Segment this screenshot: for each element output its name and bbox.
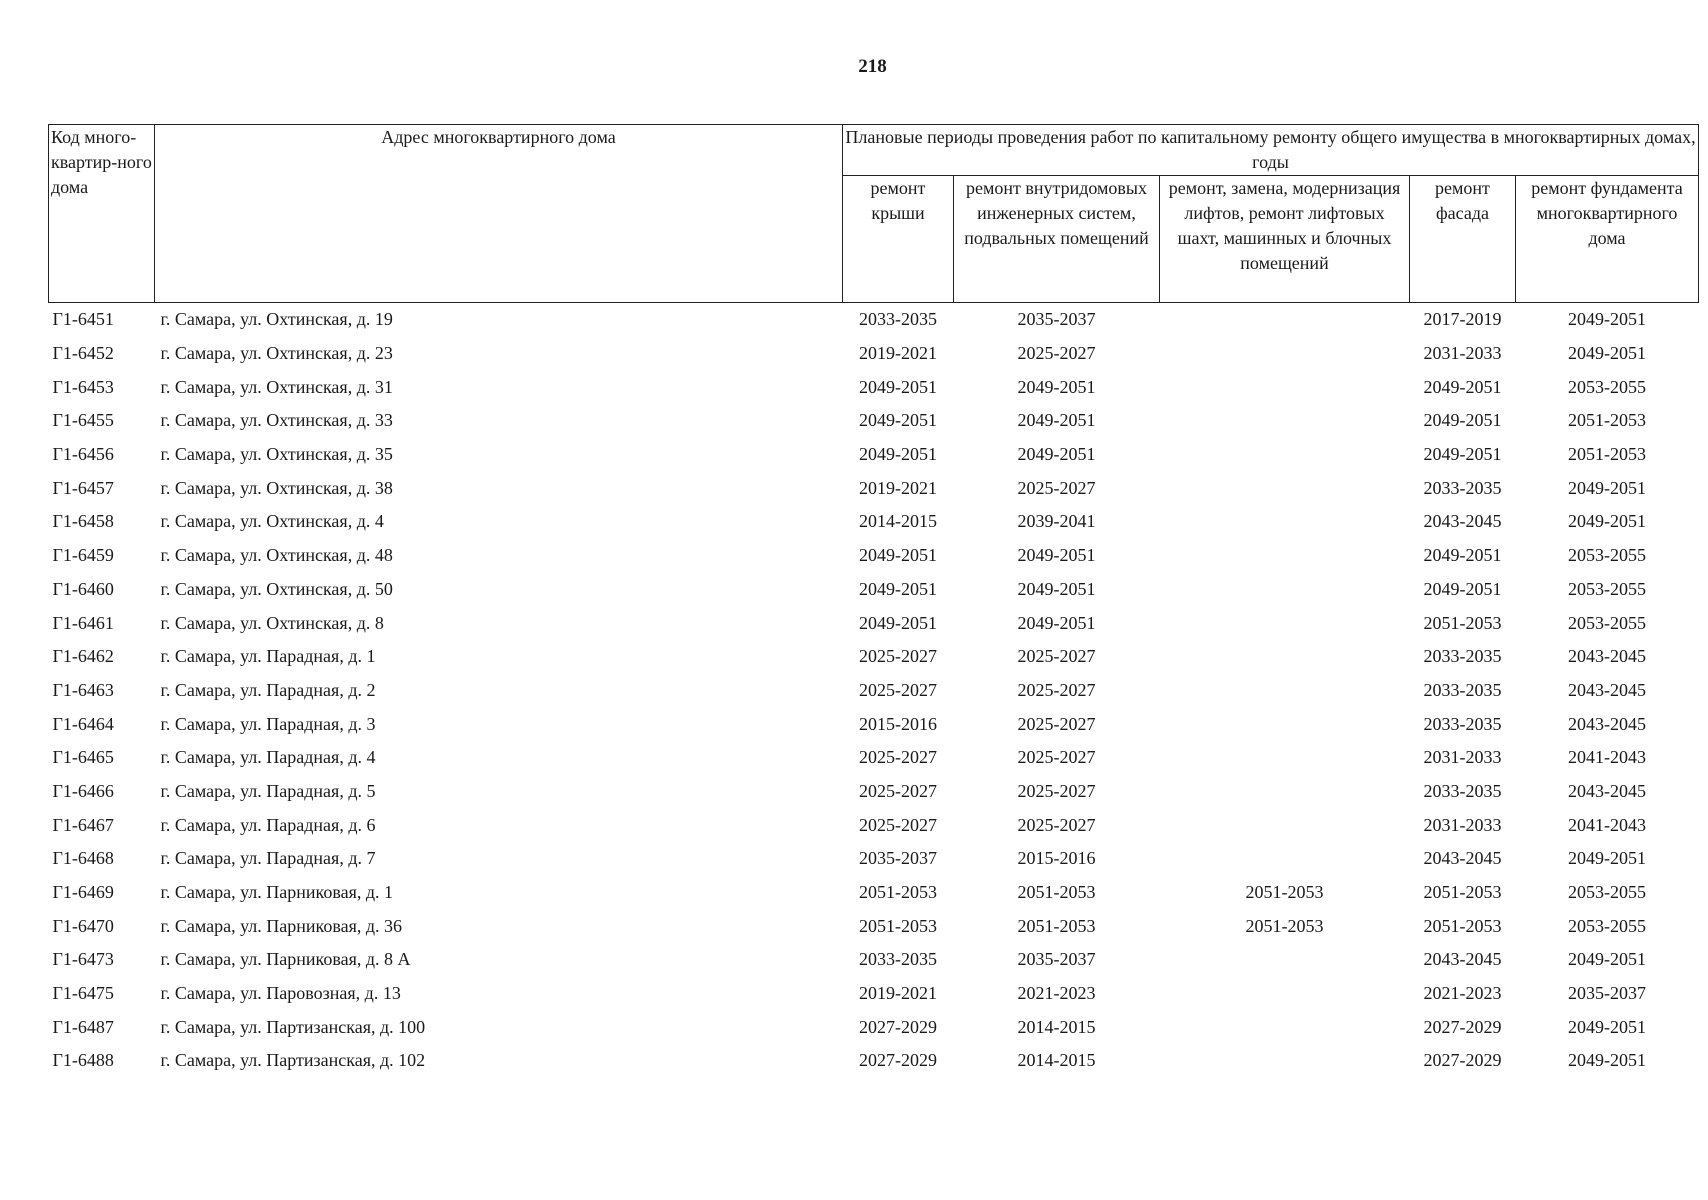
cell-foundation: 2049-2051: [1568, 309, 1646, 330]
cell-engineering: 2051-2053: [1017, 882, 1096, 903]
cell-engineering: 2025-2027: [1017, 814, 1096, 835]
table-row: [49, 842, 1699, 876]
cell-address: г. Самара, ул. Охтинская, д. 8: [160, 612, 384, 633]
cell-engineering: 2049-2051: [1017, 410, 1096, 431]
cell-facade: 2049-2051: [1423, 545, 1502, 566]
cell-code: Г1-6461: [52, 612, 114, 633]
cell-roof: 2051-2053: [859, 915, 937, 936]
cell-code: Г1-6459: [52, 545, 114, 566]
cell-facade: 2033-2035: [1423, 679, 1502, 700]
cell-address: г. Самара, ул. Охтинская, д. 31: [160, 376, 393, 397]
cell-facade: 2031-2033: [1423, 747, 1502, 768]
cell-address: г. Самара, ул. Парниковая, д. 1: [160, 882, 394, 903]
table-row: [49, 471, 1699, 505]
table-header: [49, 125, 1699, 303]
cell-address: г. Самара, ул. Партизанская, д. 100: [160, 1016, 426, 1037]
cell-facade: 2033-2035: [1423, 780, 1502, 801]
cell-lifts: [1160, 707, 1410, 741]
cell-facade: 2031-2033: [1423, 343, 1502, 364]
cell-engineering: 2049-2051: [1017, 545, 1096, 566]
cell-facade: 2049-2051: [1423, 578, 1502, 599]
cell-address: г. Самара, ул. Охтинская, д. 35: [160, 444, 393, 465]
cell-address: г. Самара, ул. Парадная, д. 2: [160, 679, 376, 700]
cell-engineering: 2025-2027: [1017, 477, 1096, 498]
cell-engineering: 2014-2015: [1017, 1050, 1096, 1071]
cell-engineering: 2025-2027: [1017, 713, 1096, 734]
cell-code: Г1-6464: [52, 713, 114, 734]
cell-roof: 2049-2051: [859, 410, 937, 431]
cell-engineering: 2025-2027: [1017, 646, 1096, 667]
cell-facade: 2049-2051: [1423, 444, 1502, 465]
cell-address: г. Самара, ул. Охтинская, д. 33: [160, 410, 393, 431]
cell-roof: 2015-2016: [859, 713, 937, 734]
cell-roof: 2019-2021: [859, 983, 937, 1004]
cell-foundation: 2051-2053: [1568, 444, 1646, 465]
cell-code: Г1-6452: [52, 343, 114, 364]
cell-foundation: 2053-2055: [1568, 915, 1646, 936]
cell-roof: 2025-2027: [859, 780, 937, 801]
cell-roof: 2025-2027: [859, 814, 937, 835]
cell-address: г. Самара, ул. Охтинская, д. 4: [160, 511, 384, 532]
header-roof: ремонт крыши: [843, 176, 954, 303]
table-row: [49, 707, 1699, 741]
cell-code: Г1-6463: [52, 679, 114, 700]
cell-facade: 2021-2023: [1423, 983, 1502, 1004]
cell-address: г. Самара, ул. Парадная, д. 5: [160, 780, 376, 801]
cell-lifts: 2051-2053: [1245, 882, 1324, 903]
cell-code: Г1-6469: [52, 882, 114, 903]
cell-roof: 2049-2051: [859, 376, 937, 397]
cell-lifts: [1160, 539, 1410, 573]
cell-foundation: 2043-2045: [1568, 679, 1646, 700]
cell-roof: 2033-2035: [859, 309, 937, 330]
cell-facade: 2017-2019: [1423, 309, 1502, 330]
cell-lifts: [1160, 505, 1410, 539]
table-row: [49, 808, 1699, 842]
cell-code: Г1-6465: [52, 747, 114, 768]
cell-foundation: 2051-2053: [1568, 410, 1646, 431]
cell-lifts: [1160, 606, 1410, 640]
cell-foundation: 2053-2055: [1568, 545, 1646, 566]
cell-address: г. Самара, ул. Партизанская, д. 102: [160, 1050, 426, 1071]
cell-engineering: 2049-2051: [1017, 578, 1096, 599]
table-row: [49, 438, 1699, 472]
cell-lifts: [1160, 775, 1410, 809]
cell-code: Г1-6455: [52, 410, 114, 431]
cell-foundation: 2043-2045: [1568, 713, 1646, 734]
cell-address: г. Самара, ул. Охтинская, д. 48: [160, 545, 393, 566]
cell-engineering: 2035-2037: [1017, 309, 1096, 330]
cell-facade: 2027-2029: [1423, 1050, 1502, 1071]
cell-foundation: 2049-2051: [1568, 848, 1646, 869]
table-row: [49, 370, 1699, 404]
cell-code: Г1-6453: [52, 376, 114, 397]
cell-engineering: 2021-2023: [1017, 983, 1096, 1004]
cell-foundation: 2049-2051: [1568, 511, 1646, 532]
cell-foundation: 2041-2043: [1568, 814, 1646, 835]
header-foundation: ремонт фундамента многоквартирного дома: [1516, 176, 1699, 303]
cell-foundation: 2043-2045: [1568, 780, 1646, 801]
cell-address: г. Самара, ул. Парниковая, д. 36: [160, 915, 403, 936]
cell-engineering: 2039-2041: [1017, 511, 1096, 532]
cell-address: г. Самара, ул. Парадная, д. 6: [160, 814, 376, 835]
cell-engineering: 2025-2027: [1017, 747, 1096, 768]
cell-lifts: [1160, 943, 1410, 977]
cell-lifts: [1160, 471, 1410, 505]
cell-foundation: 2049-2051: [1568, 949, 1646, 970]
cell-code: Г1-6458: [52, 511, 114, 532]
cell-code: Г1-6468: [52, 848, 114, 869]
cell-facade: 2051-2053: [1423, 915, 1502, 936]
table-row: [49, 775, 1699, 809]
cell-lifts: [1160, 1044, 1410, 1078]
table-row: [49, 977, 1699, 1011]
cell-lifts: [1160, 640, 1410, 674]
cell-engineering: 2051-2053: [1017, 915, 1096, 936]
cell-lifts: [1160, 808, 1410, 842]
cell-code: Г1-6475: [52, 983, 114, 1004]
cell-facade: 2043-2045: [1423, 848, 1502, 869]
cell-facade: 2033-2035: [1423, 477, 1502, 498]
cell-roof: 2025-2027: [859, 747, 937, 768]
cell-lifts: [1160, 1010, 1410, 1044]
cell-code: Г1-6473: [52, 949, 114, 970]
cell-address: г. Самара, ул. Охтинская, д. 19: [160, 309, 393, 330]
cell-foundation: 2049-2051: [1568, 1050, 1646, 1071]
cell-address: г. Самара, ул. Парадная, д. 3: [160, 713, 376, 734]
header-lifts: ремонт, замена, модернизация лифтов, ремонт лифтовых шахт, машинных и блочных помещений: [1160, 176, 1410, 303]
table-row: [49, 741, 1699, 775]
cell-roof: 2027-2029: [859, 1050, 937, 1071]
cell-facade: 2031-2033: [1423, 814, 1502, 835]
cell-roof: 2019-2021: [859, 343, 937, 364]
table-row: [49, 640, 1699, 674]
cell-facade: 2049-2051: [1423, 410, 1502, 431]
cell-lifts: [1160, 303, 1410, 337]
cell-code: Г1-6488: [52, 1050, 114, 1071]
page-number: 218: [858, 56, 887, 77]
table-row: [49, 505, 1699, 539]
cell-address: г. Самара, ул. Парадная, д. 7: [160, 848, 376, 869]
cell-roof: 2014-2015: [859, 511, 937, 532]
cell-code: Г1-6470: [52, 915, 114, 936]
cell-foundation: 2049-2051: [1568, 343, 1646, 364]
cell-engineering: 2049-2051: [1017, 444, 1096, 465]
cell-code: Г1-6456: [52, 444, 114, 465]
cell-engineering: 2025-2027: [1017, 780, 1096, 801]
cell-engineering: 2025-2027: [1017, 679, 1096, 700]
cell-foundation: 2049-2051: [1568, 1016, 1646, 1037]
capital-repair-table-sheet: [48, 124, 1698, 1078]
table-row: [49, 943, 1699, 977]
cell-engineering: 2025-2027: [1017, 343, 1096, 364]
cell-roof: 2049-2051: [859, 578, 937, 599]
cell-engineering: 2015-2016: [1017, 848, 1096, 869]
table-row: [49, 674, 1699, 708]
cell-address: г. Самара, ул. Охтинская, д. 23: [160, 343, 393, 364]
cell-code: Г1-6462: [52, 646, 114, 667]
capital-repair-schedule-table: [48, 124, 1699, 1078]
table-row: [49, 876, 1699, 910]
table-row: [49, 606, 1699, 640]
cell-foundation: 2049-2051: [1568, 477, 1646, 498]
table-row: [49, 539, 1699, 573]
table-row: [49, 404, 1699, 438]
cell-code: Г1-6466: [52, 780, 114, 801]
header-facade: ремонт фасада: [1410, 176, 1516, 303]
table-row: [49, 909, 1699, 943]
header-engineering: ремонт внутридомовых инженерных систем, подвальных помещений: [954, 176, 1160, 303]
cell-code: Г1-6451: [52, 309, 114, 330]
cell-address: г. Самара, ул. Парадная, д. 4: [160, 747, 376, 768]
cell-roof: 2051-2053: [859, 882, 937, 903]
cell-lifts: [1160, 404, 1410, 438]
cell-address: г. Самара, ул. Охтинская, д. 38: [160, 477, 393, 498]
cell-facade: 2043-2045: [1423, 511, 1502, 532]
cell-roof: 2035-2037: [859, 848, 937, 869]
cell-lifts: [1160, 438, 1410, 472]
cell-foundation: 2053-2055: [1568, 578, 1646, 599]
cell-code: Г1-6457: [52, 477, 114, 498]
cell-address: г. Самара, ул. Паровозная, д. 13: [160, 983, 401, 1004]
cell-foundation: 2053-2055: [1568, 612, 1646, 633]
cell-lifts: [1160, 573, 1410, 607]
cell-lifts: [1160, 337, 1410, 371]
cell-engineering: 2014-2015: [1017, 1016, 1096, 1037]
table-row: [49, 1044, 1699, 1078]
table-row: [49, 573, 1699, 607]
cell-foundation: 2053-2055: [1568, 882, 1646, 903]
cell-roof: 2049-2051: [859, 444, 937, 465]
cell-foundation: 2043-2045: [1568, 646, 1646, 667]
cell-address: г. Самара, ул. Охтинская, д. 50: [160, 578, 393, 599]
cell-facade: 2051-2053: [1423, 612, 1502, 633]
cell-lifts: [1160, 842, 1410, 876]
cell-lifts: [1160, 370, 1410, 404]
header-code: Код много-квартир-ного дома: [49, 125, 155, 303]
cell-facade: 2051-2053: [1423, 882, 1502, 903]
cell-roof: 2049-2051: [859, 545, 937, 566]
cell-roof: 2025-2027: [859, 646, 937, 667]
cell-engineering: 2049-2051: [1017, 612, 1096, 633]
cell-code: Г1-6467: [52, 814, 114, 835]
cell-address: г. Самара, ул. Парадная, д. 1: [160, 646, 376, 667]
header-group-title: Плановые периоды проведения работ по капитальному ремонту общего имущества в многоквартирных домах, годы: [843, 125, 1699, 176]
cell-facade: 2033-2035: [1423, 646, 1502, 667]
cell-engineering: 2035-2037: [1017, 949, 1096, 970]
table-row: [49, 303, 1699, 337]
cell-address: г. Самара, ул. Парниковая, д. 8 А: [160, 949, 411, 970]
cell-roof: 2049-2051: [859, 612, 937, 633]
cell-facade: 2043-2045: [1423, 949, 1502, 970]
cell-code: Г1-6460: [52, 578, 114, 599]
cell-lifts: 2051-2053: [1245, 915, 1324, 936]
table-row: [49, 1010, 1699, 1044]
cell-roof: 2025-2027: [859, 679, 937, 700]
cell-lifts: [1160, 741, 1410, 775]
cell-engineering: 2049-2051: [1017, 376, 1096, 397]
header-address: Адрес многоквартирного дома: [155, 125, 843, 303]
cell-facade: 2033-2035: [1423, 713, 1502, 734]
table-body: [49, 303, 1699, 1078]
cell-lifts: [1160, 674, 1410, 708]
cell-roof: 2019-2021: [859, 477, 937, 498]
cell-lifts: [1160, 977, 1410, 1011]
cell-facade: 2049-2051: [1423, 376, 1502, 397]
cell-facade: 2027-2029: [1423, 1016, 1502, 1037]
cell-code: Г1-6487: [52, 1016, 114, 1037]
cell-roof: 2033-2035: [859, 949, 937, 970]
cell-foundation: 2035-2037: [1568, 983, 1646, 1004]
cell-foundation: 2041-2043: [1568, 747, 1646, 768]
table-row: [49, 337, 1699, 371]
cell-foundation: 2053-2055: [1568, 376, 1646, 397]
cell-roof: 2027-2029: [859, 1016, 937, 1037]
